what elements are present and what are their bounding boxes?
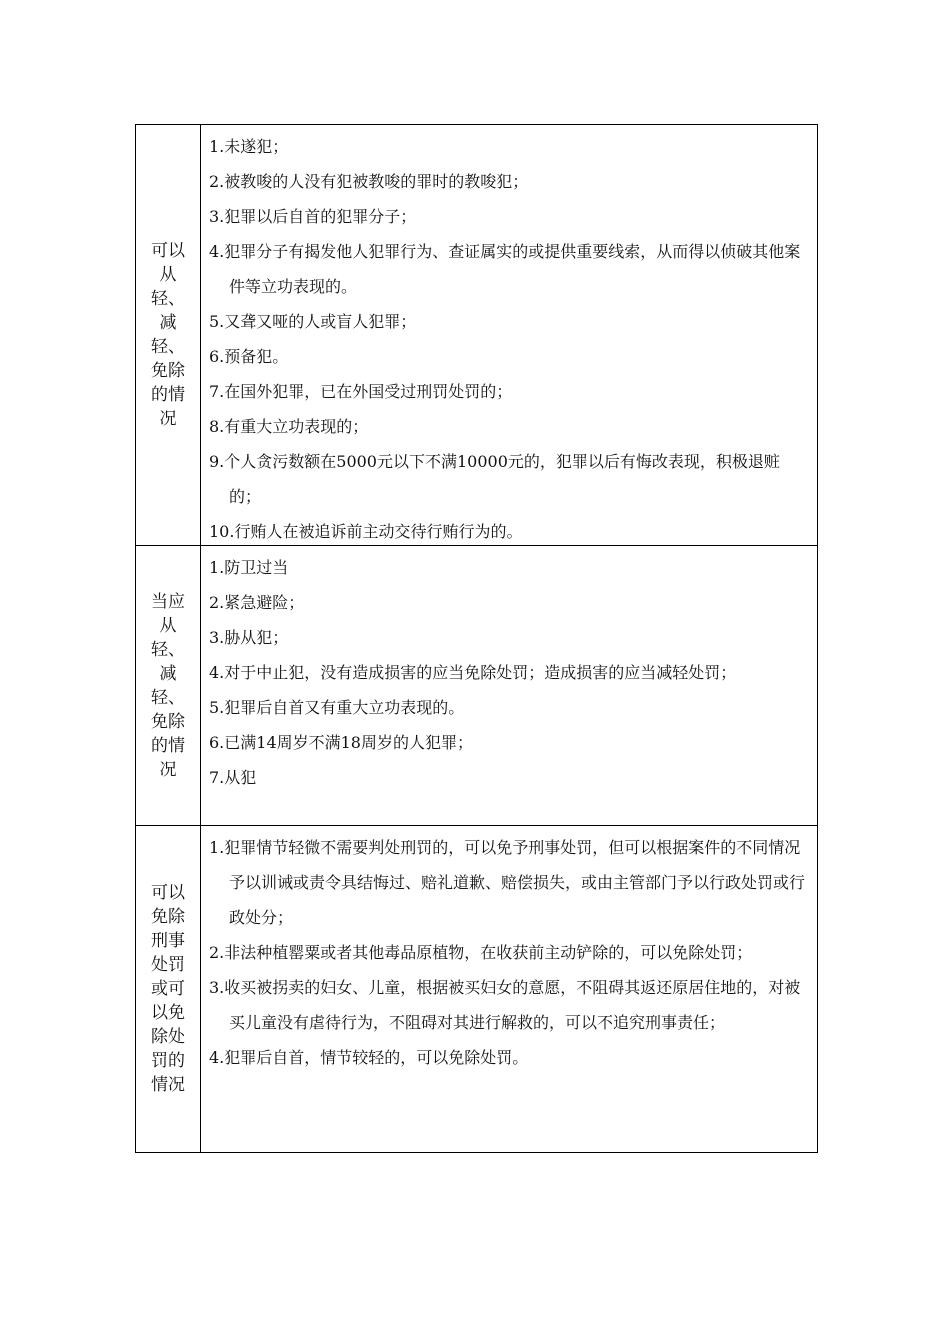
list-item: 6.预备犯。 xyxy=(209,347,289,366)
list-item: 1.未遂犯； xyxy=(209,137,289,156)
row-label: 可以免除刑事处罚或可以免除处罚的情况 xyxy=(151,883,185,1095)
row-label-cell xyxy=(136,125,201,545)
list-item: 7.从犯 xyxy=(209,768,257,787)
list-item: 2.紧急避险； xyxy=(209,593,305,612)
list-item: 5.又聋又哑的人或盲人犯罪； xyxy=(209,312,417,331)
list-item: 1.防卫过当 xyxy=(209,558,289,577)
row-label-cell xyxy=(136,826,201,1152)
list-item: 4.犯罪后自首，情节较轻的，可以免除处罚。 xyxy=(209,1048,529,1067)
row-label-cell xyxy=(136,546,201,825)
list-item: 9.个人贪污数额在5000元以下不满10000元的，犯罪以后有悔改表现，积极退赃的； xyxy=(209,452,780,506)
table-row xyxy=(136,125,817,546)
list-item: 7.在国外犯罪，已在外国受过刑罚处罚的； xyxy=(209,382,513,401)
table-row xyxy=(136,826,817,1152)
item-list xyxy=(201,826,817,1152)
list-item: 6.已满14周岁不满18周岁的人犯罪； xyxy=(209,733,473,752)
list-item: 4.犯罪分子有揭发他人犯罪行为、查证属实的或提供重要线索，从而得以侦破其他案件等立功表现的。 xyxy=(209,242,801,296)
legal-circumstances-table xyxy=(135,124,818,1153)
list-item: 2.非法种植罂粟或者其他毒品原植物，在收获前主动铲除的，可以免除处罚； xyxy=(209,943,753,962)
list-item: 3.收买被拐卖的妇女、儿童，根据被买妇女的意愿，不阻碍其返还原居住地的，对被买儿童没有虐待行为，不阻碍对其进行解救的，可以不追究刑事责任； xyxy=(209,978,801,1032)
list-item: 3.犯罪以后自首的犯罪分子； xyxy=(209,207,417,226)
list-item: 2.被教唆的人没有犯被教唆的罪时的教唆犯； xyxy=(209,172,529,191)
row-label: 可以从轻、减轻、免除的情况 xyxy=(151,241,185,429)
item-list xyxy=(201,546,817,825)
item-list xyxy=(201,125,817,545)
list-item: 8.有重大立功表现的； xyxy=(209,417,369,436)
list-item: 3.胁从犯； xyxy=(209,628,289,647)
list-item: 4.对于中止犯，没有造成损害的应当免除处罚；造成损害的应当减轻处罚； xyxy=(209,663,737,682)
list-item: 10.行贿人在被追诉前主动交待行贿行为的。 xyxy=(209,522,523,541)
list-item: 5.犯罪后自首又有重大立功表现的。 xyxy=(209,698,465,717)
list-item: 1.犯罪情节轻微不需要判处刑罚的，可以免予刑事处罚，但可以根据案件的不同情况 予以训诫或责令具结悔过、赔礼道歉、赔偿损失，或由主管部门予以行政处罚或行政处分； xyxy=(209,838,817,927)
table-row xyxy=(136,546,817,826)
row-label: 当应从轻、减轻、免除的情况 xyxy=(151,591,185,780)
